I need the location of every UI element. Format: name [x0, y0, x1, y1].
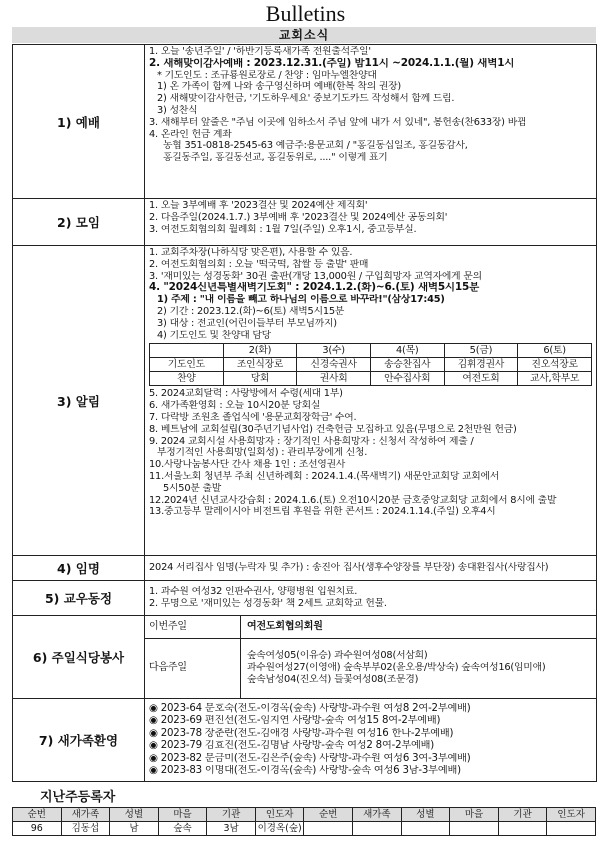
- registration-header: 새가족: [353, 808, 402, 822]
- duty-cell: 김휘경권사: [444, 358, 518, 372]
- section-label: 2) 모임: [13, 199, 145, 246]
- text-line: 2. 무명으로 '재미있는 성경동화' 책 2세트 교회학교 헌물.: [149, 598, 387, 609]
- registration-header: 새가족: [61, 808, 110, 822]
- text-line: 숲속여성05(이유승) 과수원여성08(서삼희): [247, 650, 428, 662]
- meal-this-week: 여전도회협의회원: [241, 616, 597, 638]
- text-line: 9. 2024 교회시설 사용희망자 : 장기적인 사용희망자 : 신청서 작성하여 제출 /: [149, 435, 474, 447]
- page-title: Bulletins: [265, 1, 346, 26]
- text-line: 1) 주제 : "내 이름을 빼고 하나님의 이름으로 바꾸라!"(삼상17:45): [157, 294, 445, 306]
- duty-row-praise: [150, 372, 592, 386]
- text-line: 11.서울노회 청년부 주최 신년하례회 : 2024.1.4.(목새벽기) 새문안교회당 교회에서: [149, 470, 500, 482]
- registration-header: 성별: [401, 808, 450, 822]
- registration-cell: [353, 822, 402, 836]
- text-line: 3) 성찬식: [157, 104, 198, 116]
- registration-header: 성별: [110, 808, 159, 822]
- section-content: [145, 199, 597, 246]
- text-line: 6. 새가족환영회 : 오늘 10시20분 당회실: [149, 400, 321, 412]
- text-line: 3) 대상 : 전교인(어린이들부터 부모님까지): [157, 317, 337, 329]
- duty-day: 2(화): [223, 344, 297, 358]
- text-line: 4. "2024신년특별새벽기도회" : 2024.1.2.(화)~6.(토) 새벽5시15분: [149, 282, 480, 294]
- section-label: 1) 예배: [13, 45, 145, 199]
- meal-row-label: 다음주일: [145, 638, 241, 698]
- text-line: ◉ 2023-79 김효진(전도-김명남 사랑방-숲속 여성2 8여-2부예배): [149, 740, 435, 751]
- text-line: 3. 여전도회협의회 월례회 : 1월 7일(주일) 오후1시, 중고등부실.: [149, 223, 417, 235]
- duty-cell: 신경숙권사: [297, 358, 371, 372]
- text-line: 숲속남성04(진오석) 들꽃여성08(조문경): [247, 674, 419, 686]
- registration-cell: 이경옥(숲): [255, 822, 304, 836]
- text-line: 7. 다락방 조원초 졸업식에 '용문교회장학금' 수여.: [149, 411, 357, 423]
- duty-cell: 조인식장로: [223, 358, 297, 372]
- section-content: [145, 556, 597, 581]
- section-label: 6) 주일식당봉사: [13, 616, 145, 699]
- section-label: 5) 교우동정: [13, 581, 145, 616]
- text-line: 2) 기간 : 2023.12.(화)~6(토) 새벽5시15분: [157, 305, 345, 317]
- section-meal-service: [13, 616, 597, 699]
- text-line: 5. 2024교회달력 : 사랑방에서 수령(세대 1부): [149, 388, 343, 400]
- meal-row-label: 이번주일: [145, 616, 241, 638]
- page-subtitle: 교회소식: [12, 27, 596, 43]
- section-worship: [13, 45, 597, 199]
- section-member-news: [13, 581, 597, 616]
- section-content: [145, 581, 597, 616]
- registration-title: 지난주등록자: [40, 790, 116, 805]
- meal-row-next-week: [145, 638, 596, 698]
- text-line: 1) 온 가족이 함께 나와 송구영신하며 예배(한복 착의 권장): [157, 81, 402, 93]
- text-line: * 기도인도 : 조규룡원로장로 / 찬양 : 임마누엘찬양대: [157, 69, 377, 81]
- registration-header: 기관: [498, 808, 547, 822]
- text-line: 과수원여성27(이영애) 숲속부부02(윤오용/박상숙) 숲속여성16(임미애): [247, 662, 546, 674]
- section-content: [145, 699, 597, 782]
- duty-row-label: 찬양: [150, 372, 224, 386]
- text-line: 1. 교회주차장(나하식당 맞은편), 사용할 수 있음.: [149, 247, 353, 258]
- text-line: 2. 다음주일(2024.1.7.) 3부예배 후 '2023결산 및 2024예산 공동의회': [149, 211, 448, 223]
- text-line: 3. '재미있는 성경동화' 30권 출판(개당 13,000원 / 구입희망자 교역자에게 문의: [149, 270, 482, 282]
- meal-next-week: [241, 638, 597, 698]
- text-line: ◉ 2023-78 장춘란(전도-김애경 사랑방-과수원 여성16 한나-2부예배): [149, 727, 454, 739]
- duty-cell: 진오석장로: [518, 358, 592, 372]
- text-line: 3. 새해부터 앞줄은 "주님 이곳에 임하소서 주님 앞에 내가 서 있네", 봉헌송(찬633장) 바뀜: [149, 116, 527, 128]
- duty-corner: [150, 344, 224, 358]
- text-line: 2) 새해맞이감사헌금, '기도하우세요' 중보기도카드 작성해서 함께 드림.: [157, 93, 455, 105]
- duty-table: [149, 343, 592, 386]
- duty-cell: 당회: [223, 372, 297, 386]
- registration-cell: 숲속: [158, 822, 207, 836]
- text-line: 12.2024년 신년교사강습회 : 2024.1.6.(토) 오전10시20분 금호중앙교회당 교회에서 8시에 출발: [149, 494, 557, 506]
- registration-header-row: [13, 808, 596, 822]
- text-line: 5시50분 출발: [163, 482, 222, 494]
- duty-day: 4(목): [370, 344, 444, 358]
- duty-cell: 교사,학부모: [518, 372, 592, 386]
- registration-cell: [304, 822, 353, 836]
- section-notice: [13, 246, 597, 556]
- registration-cell: [450, 822, 499, 836]
- section-label: 7) 새가족환영: [13, 699, 145, 782]
- section-content: [145, 45, 597, 199]
- registration-header: 마을: [158, 808, 207, 822]
- duty-row-prayer: [150, 358, 592, 372]
- duty-row-label: 기도인도: [150, 358, 224, 372]
- duty-cell: 여전도회: [444, 372, 518, 386]
- registration-header: 기관: [207, 808, 256, 822]
- registration-cell: [401, 822, 450, 836]
- text-line: 부정기적인 사용희망(일회성) : 관리부장에게 신청.: [157, 447, 368, 459]
- text-line: 4. 온라인 헌금 계좌: [149, 128, 232, 140]
- text-line: 1. 오늘 3부예배 후 '2023결산 및 2024예산 제직회': [149, 200, 368, 211]
- section-content: [145, 246, 597, 556]
- registration-cell: [547, 822, 596, 836]
- duty-header-row: [150, 344, 592, 358]
- text-line: ◉ 2023-64 문호숙(전도-이경옥(숲속) 사랑방-과수원 여성8 2여-2부예배): [149, 702, 471, 714]
- registration-table: [12, 807, 596, 836]
- text-line: ◉ 2023-69 편진선(전도-임지연 사랑방-숲속 여성15 8여-2부예배): [149, 715, 441, 726]
- meal-row-this-week: [145, 616, 596, 638]
- registration-cell: 3남: [207, 822, 256, 836]
- text-line: 10.사랑나눔봉사단 간사 채용 1인 : 조선영권사: [149, 459, 346, 471]
- section-gathering: [13, 199, 597, 246]
- duty-day: 3(수): [297, 344, 371, 358]
- text-line: 8. 베트남에 교회설립(30주년기념사업) 건축헌금 모집하고 있음(무명으로 2천만원 헌금): [149, 423, 517, 435]
- section-new-family: [13, 699, 597, 782]
- duty-cell: 권사회: [297, 372, 371, 386]
- section-appointment: [13, 556, 597, 581]
- duty-cell: 안수집사회: [370, 372, 444, 386]
- registration-cell: 김동섭: [61, 822, 110, 836]
- text-line: 홍길동주일, 홍길동선교, 홍길동위로, ...." 이렇게 표기: [163, 152, 388, 164]
- registration-header: 순번: [304, 808, 353, 822]
- registration-header: 순번: [13, 808, 62, 822]
- registration-header: 마을: [450, 808, 499, 822]
- text-line: 13.중고등부 말레이시아 비전트립 후원을 위한 콘서트 : 2024.1.14.(주일) 오후4시: [149, 506, 496, 518]
- text-line: ◉ 2023-82 문금미(전도-김은주(숲속) 사랑방-과수원 여성6 3여-3부예배): [149, 752, 471, 764]
- section-content: [145, 616, 597, 699]
- text-line: 1. 과수원 여성32 인판수권사, 양평병원 입원치료.: [149, 586, 358, 598]
- duty-day: 5(금): [444, 344, 518, 358]
- text-line: 2024 서리집사 임명(누락자 및 추가) : 송진아 집사(생후수양장를 부단장) 송대환집사(사랑집사): [149, 562, 549, 574]
- text-line: 4) 기도인도 및 찬양대 담당: [157, 329, 271, 341]
- registration-header: 인도자: [255, 808, 304, 822]
- table-row: [13, 822, 596, 836]
- registration-cell: [498, 822, 547, 836]
- section-label: 4) 임명: [13, 556, 145, 581]
- duty-cell: 송승찬집사: [370, 358, 444, 372]
- registration-cell: 남: [110, 822, 159, 836]
- text-line: ◉ 2023-83 이명대(전도-이경옥(숲속) 사랑방-숲속 여성6 3남-3부예배): [149, 765, 461, 776]
- text-line: 2. 새해맞이감사예배 : 2023.12.31.(주일) 밤11시 ~2024.1.1.(월) 새벽1시: [149, 57, 515, 69]
- section-label: 3) 알림: [13, 246, 145, 556]
- text-line: 2. 여전도회협의회 : 오늘 '떡국떡, 찹쌀 등 출발' 판매: [149, 258, 369, 270]
- text-line: 농협 351-0818-2545-63 예금주:용문교회 / "홍길동십일조, 홍길동감사,: [163, 140, 468, 152]
- registration-cell: 96: [13, 822, 62, 836]
- bulletin-table: [12, 44, 597, 782]
- registration-header: 인도자: [547, 808, 596, 822]
- text-line: 1. 오늘 '송년주일' / '하반기등록새가족 전원출석주일': [149, 46, 371, 57]
- meal-service-table: [145, 616, 596, 698]
- duty-day: 6(토): [518, 344, 592, 358]
